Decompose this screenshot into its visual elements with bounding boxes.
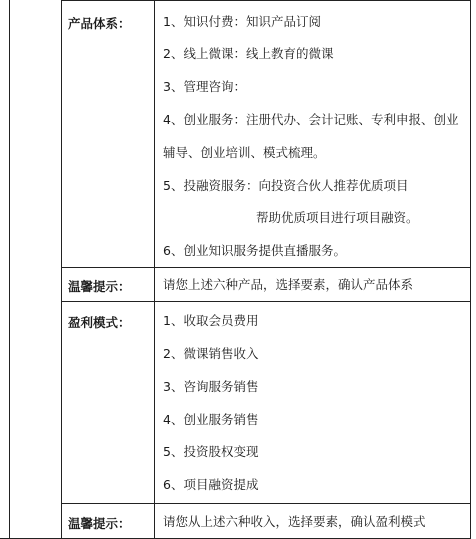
profit-line-5: 5、投资股权变现	[163, 444, 259, 459]
profit-line-2: 2、微课销售收入	[163, 346, 259, 361]
products-line-6: 5、投融资服务：向投资合伙人推荐优质项目	[163, 178, 409, 193]
profit-line-3: 3、咨询服务销售	[163, 379, 259, 394]
row-divider-3	[61, 503, 471, 504]
profit-line-4: 4、创业服务销售	[163, 412, 259, 427]
tip1-text: 请您上述六种产品，选择要素，确认产品体系	[163, 277, 414, 292]
row-divider-2	[61, 301, 471, 302]
profit-label: 盈利模式：	[68, 315, 131, 330]
row-divider-1	[61, 267, 471, 268]
products-line-3: 3、管理咨询：	[163, 79, 246, 94]
products-line-7: 帮助优质项目进行项目融资。	[256, 210, 419, 225]
products-line-4: 4、创业服务：注册代办、会计记账、专利申报、创业	[163, 112, 459, 127]
products-line-2: 2、线上微课：线上教育的微课	[163, 46, 334, 61]
products-line-1: 1、知识付费：知识产品订阅	[163, 14, 321, 29]
tip2-label: 温馨提示：	[68, 516, 131, 531]
table-border-top	[61, 0, 471, 1]
tip1-label: 温馨提示：	[68, 279, 131, 294]
table-border-right	[470, 0, 471, 539]
products-label: 产品体系：	[68, 16, 131, 31]
table-border-left	[9, 0, 10, 539]
profit-line-1: 1、收取会员费用	[163, 313, 259, 328]
profit-line-6: 6、项目融资提成	[163, 477, 259, 492]
table-border-column-divider	[154, 0, 155, 539]
table-border-label-left	[61, 0, 62, 539]
products-line-8: 6、创业知识服务提供直播服务。	[163, 243, 346, 258]
products-line-5: 辅导、创业培训、模式梳理。	[163, 145, 326, 160]
tip2-text: 请您从上述六种收入，选择要素，确认盈利模式	[163, 514, 426, 529]
